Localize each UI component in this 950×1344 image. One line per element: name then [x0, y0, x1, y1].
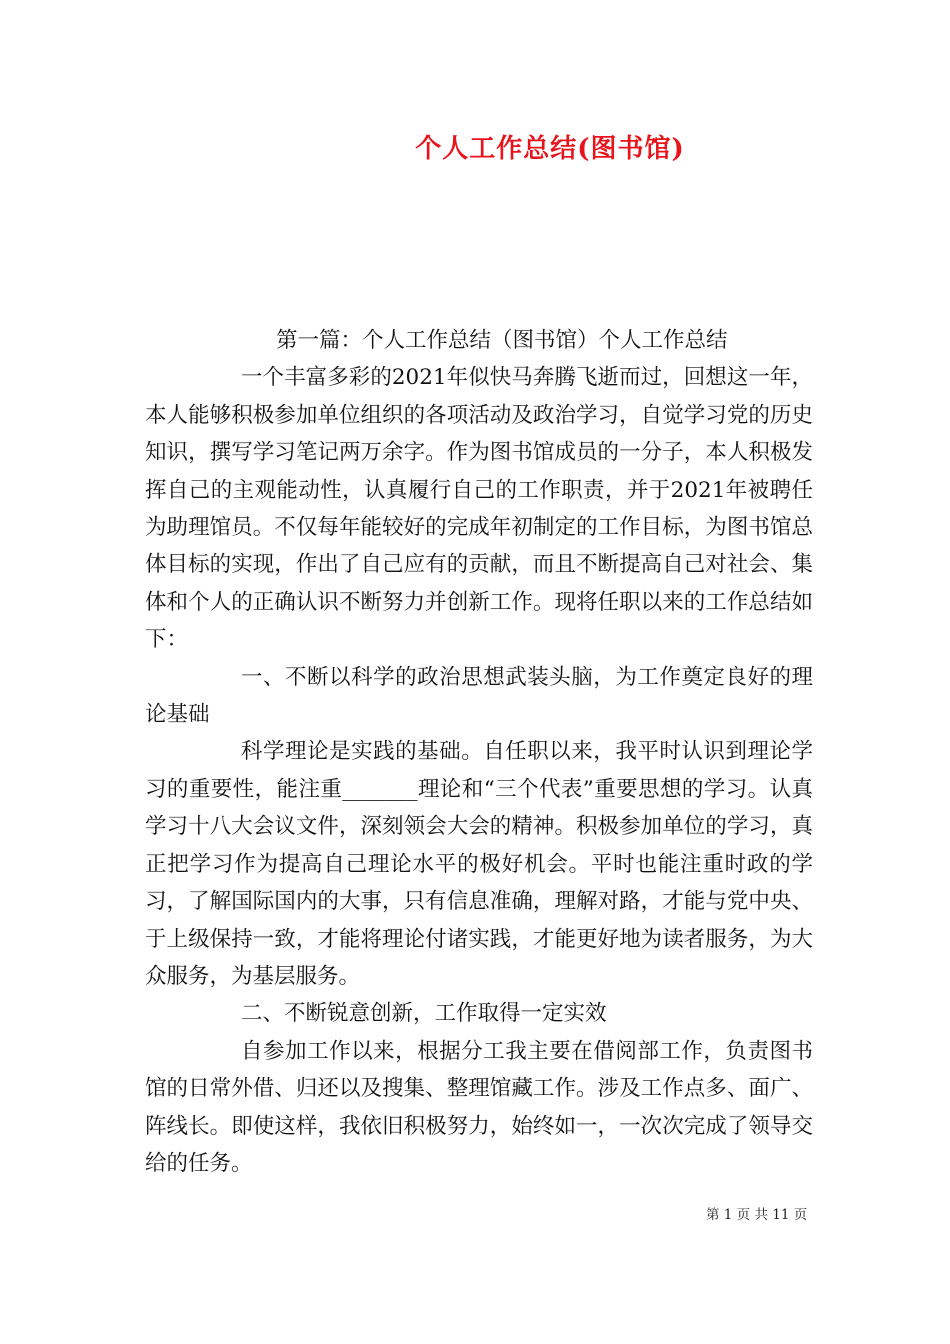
paragraph-section-1: 科学理论是实践的基础。自任职以来，我平时认识到理论学习的重要性，能注重_______理论和“三个代表”重要思想的学习。认真学习十八大会议文件，深刻领会大会的精神。积极参加单位的学习，真正把学习作为提高自己理论水平的极好机会。平时也能注重时政的学习，了解国际国内的大事，只有信息准确，理解对路，才能与党中央、于上级保持一致，才能将理论付诸实践，才能更好地为读者服务，为大众服务，为基层服务。	[145, 739, 813, 989]
page-number-footer: 第 1 页 共 11 页	[706, 1207, 808, 1223]
section-heading-2: 二、不断锐意创新，工作取得一定实效	[241, 1001, 607, 1027]
paragraph-intro: 一个丰富多彩的2021年似快马奔腾飞逝而过，回想这一年，本人能够积极参加单位组织的各项活动及政治学习，自觉学习党的历史知识，撰写学习笔记两万余字。作为图书馆成员的一分子，本人积极发挥自己的主观能动性，认真履行自己的工作职责，并于2021年被聘任为助理馆员。不仅每年能较好的完成年初制定的工作目标，为图书馆总体目标的实现，作出了自己应有的贡献，而且不断提高自己对社会、集体和个人的正确认识不断努力并创新工作。现将任职以来的工作总结如下：	[145, 365, 813, 653]
document-subtitle: 第一篇：个人工作总结（图书馆）个人工作总结	[276, 328, 728, 353]
document-body	[145, 322, 813, 1182]
document-title: 个人工作总结(图书馆)	[415, 134, 685, 164]
paragraph-section-2: 自参加工作以来，根据分工我主要在借阅部工作，负责图书馆的日常外借、归还以及搜集、整理馆藏工作。涉及工作点多、面广、阵线长。即使这样，我依旧积极努力，始终如一，一次次完成了领导交给的任务。	[145, 1038, 813, 1176]
section-heading-1: 一、不断以科学的政治思想武装头脑，为工作奠定良好的理论基础	[145, 664, 813, 728]
